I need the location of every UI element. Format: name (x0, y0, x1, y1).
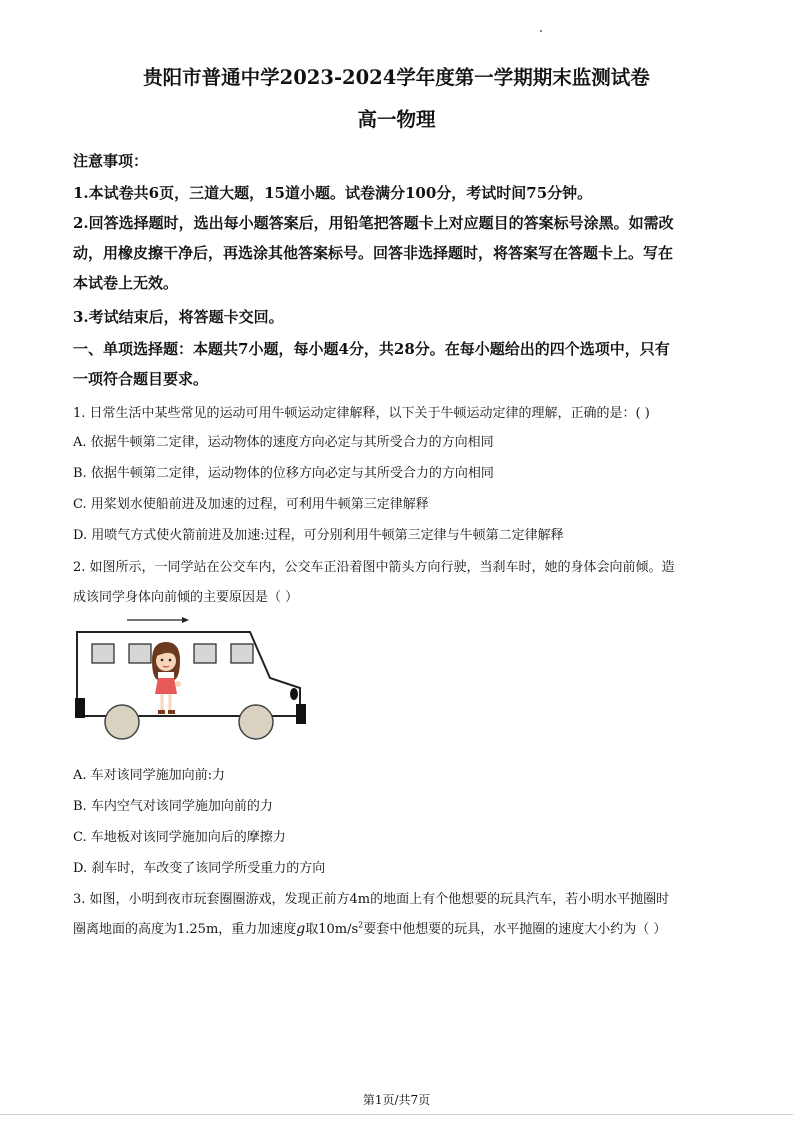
note-item-3: 3.考试结束后，将答题卡交回。 (73, 308, 284, 326)
subject-title: 高一物理 (357, 108, 436, 131)
front-bumper (296, 704, 306, 724)
question-3-stem-line-2 (73, 918, 666, 937)
stray-dot (540, 30, 542, 32)
question-1-option-b: B. 依据牛顿第二定律，运动物体的位移方向必定与其所受合力的方向相同 (73, 466, 494, 481)
note-item-2-line-3: 本试卷上无效。 (73, 274, 179, 292)
direction-arrow (127, 617, 189, 623)
question-3-text-c: 要套中他想要的玩具，水平抛圈的速度大小约为（ ） (363, 922, 667, 937)
rear-bumper (75, 698, 85, 718)
note-item-1: 1.本试卷共6页，三道大题，15道小题。试卷满分100分，考试时间75分钟。 (73, 184, 593, 202)
question-2-option-a: A. 车对该同学施加向前:力 (73, 768, 226, 783)
question-3-text-b: 取10m/s (305, 922, 359, 937)
question-1-option-a: A. 依据牛顿第二定律，运动物体的速度方向必定与其所受合力的方向相同 (73, 435, 494, 450)
page-bottom-rule (0, 1114, 793, 1115)
bus-window-4 (231, 644, 253, 663)
exam-title: 贵阳市普通中学2023-2024学年度第一学期期末监测试卷 (143, 66, 650, 89)
section-heading-line-1: 一、单项选择题：本题共7小题，每小题4分，共28分。在每小题给出的四个选项中，只有 (73, 340, 670, 358)
question-3-stem-line-1: 3. 如图，小明到夜市玩套圈圈游戏，发现正前方4m的地面上有个他想要的玩具汽车，若小明水平抛圈时 (73, 892, 670, 907)
bus-headlight (290, 688, 298, 700)
note-item-2-line-2: 动，用橡皮擦干净后，再选涂其他答案标号。回答非选择题时，将答案写在答题卡上。写在 (73, 244, 674, 262)
question-2-stem-line-1: 2. 如图所示，一同学站在公交车内，公交车正沿着图中箭头方向行驶，当刹车时，她的身体会向前倾。造 (73, 560, 675, 575)
question-2-option-b: B. 车内空气对该同学施加向前的力 (73, 799, 273, 814)
exponent: 2 (358, 920, 364, 930)
bus-window-1 (92, 644, 114, 663)
question-3-text-a: 圈离地面的高度为1.25m，重力加速度 (73, 922, 297, 937)
question-2-option-d: D. 刹车时，车改变了该同学所受重力的方向 (73, 861, 326, 876)
note-item-2-line-1: 2.回答选择题时，选出每小题答案后，用铅笔把答题卡上对应题目的答案标号涂黑。如需改 (73, 214, 674, 232)
front-wheel (239, 705, 273, 739)
question-2-option-c: C. 车地板对该同学施加向后的摩擦力 (73, 830, 286, 845)
question-1-stem: 1. 日常生活中某些常见的运动可用牛顿运动定律解释，以下关于牛顿运动定律的理解，正确的是：( ) (73, 406, 650, 421)
page-number: 第1页/共7页 (362, 1093, 431, 1107)
bus-window-2 (129, 644, 151, 663)
gravity-symbol: g (296, 921, 306, 937)
question-2-stem-line-2: 成该同学身体向前倾的主要原因是（ ） (73, 590, 299, 605)
question-1-option-c: C. 用桨划水使船前进及加速的过程，可利用牛顿第三定律解释 (73, 497, 429, 512)
section-heading-line-2: 一项符合题目要求。 (73, 370, 209, 388)
rear-wheel (105, 705, 139, 739)
bus-figure (70, 608, 320, 748)
question-1-option-d: D. 用喷气方式使火箭前进及加速:过程，可分别利用牛顿第三定律与牛顿第二定律解释 (73, 528, 564, 543)
bus-window-3 (194, 644, 216, 663)
notes-heading: 注意事项： (73, 152, 149, 170)
